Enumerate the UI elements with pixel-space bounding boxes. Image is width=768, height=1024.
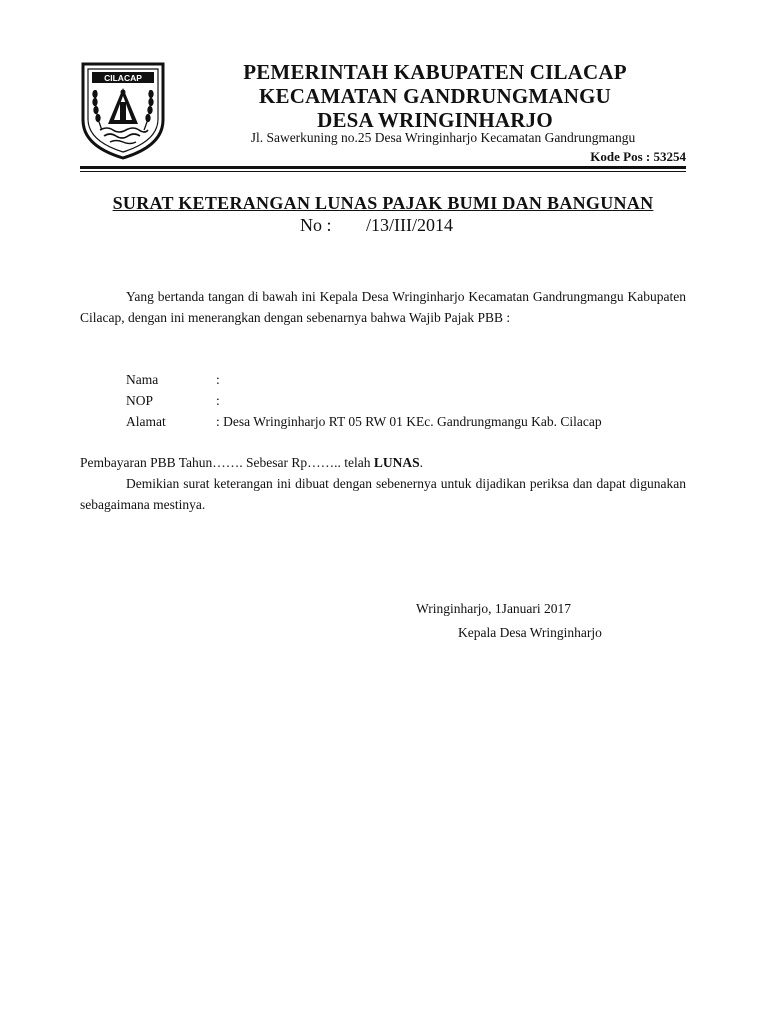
intro-paragraph: Yang bertanda tangan di bawah ini Kepala Desa Wringinharjo Kecamatan Gandrungmangu Kabupaten Cilacap, dengan ini menerangkan dengan sebenarnya bahwa Wajib Pajak PBB : — [80, 289, 686, 325]
field-value: : — [216, 393, 220, 408]
crest-caption: CILACAP — [104, 73, 142, 83]
document-number — [300, 215, 453, 236]
field-row-nop — [126, 390, 602, 411]
letterhead-rule-thick — [80, 166, 686, 169]
field-value: : — [216, 372, 220, 387]
payment-text: Pembayaran PBB Tahun……. Sebesar Rp…….. telah — [80, 455, 374, 470]
payment-statement — [80, 452, 686, 473]
cilacap-crest-logo — [80, 62, 166, 160]
document-number-value: /13/III/2014 — [366, 215, 453, 235]
letterhead-village: DESA WRINGINHARJO — [317, 108, 553, 132]
field-label: NOP — [126, 393, 154, 408]
field-label: Alamat — [126, 414, 166, 429]
field-label: Nama — [126, 372, 159, 387]
signature-place-date: Wringinharjo, 1Januari 2017 — [416, 601, 572, 616]
taxpayer-fields — [126, 369, 602, 432]
letterhead-district: KECAMATAN GANDRUNGMANGU — [258, 84, 612, 108]
letterhead-address: Jl. Sawerkuning no.25 Desa Wringinharjo Kecamatan Gandrungmangu — [250, 130, 636, 145]
field-row-name — [126, 369, 602, 390]
closing-paragraph: Demikian surat keterangan ini dibuat dengan sebenernya untuk dijadikan periksa dan dapat digunakan sebagaimana mestinya. — [80, 476, 686, 512]
signature-title: Kepala Desa Wringinharjo — [458, 625, 602, 640]
letterhead-rule-thin — [80, 171, 686, 172]
payment-status: LUNAS — [373, 455, 420, 470]
document-number-label: No : — [300, 215, 332, 235]
letterhead-government: PEMERINTAH KABUPATEN CILACAP — [243, 60, 627, 84]
field-row-address — [126, 411, 602, 432]
payment-end: . — [419, 455, 424, 470]
field-value: : Desa Wringinharjo RT 05 RW 01 KEc. Gandrungmangu Kab. Cilacap — [216, 414, 602, 429]
letterhead-postcode: Kode Pos : 53254 — [590, 149, 686, 164]
document-title: SURAT KETERANGAN LUNAS PAJAK BUMI DAN BANGUNAN — [112, 193, 654, 213]
